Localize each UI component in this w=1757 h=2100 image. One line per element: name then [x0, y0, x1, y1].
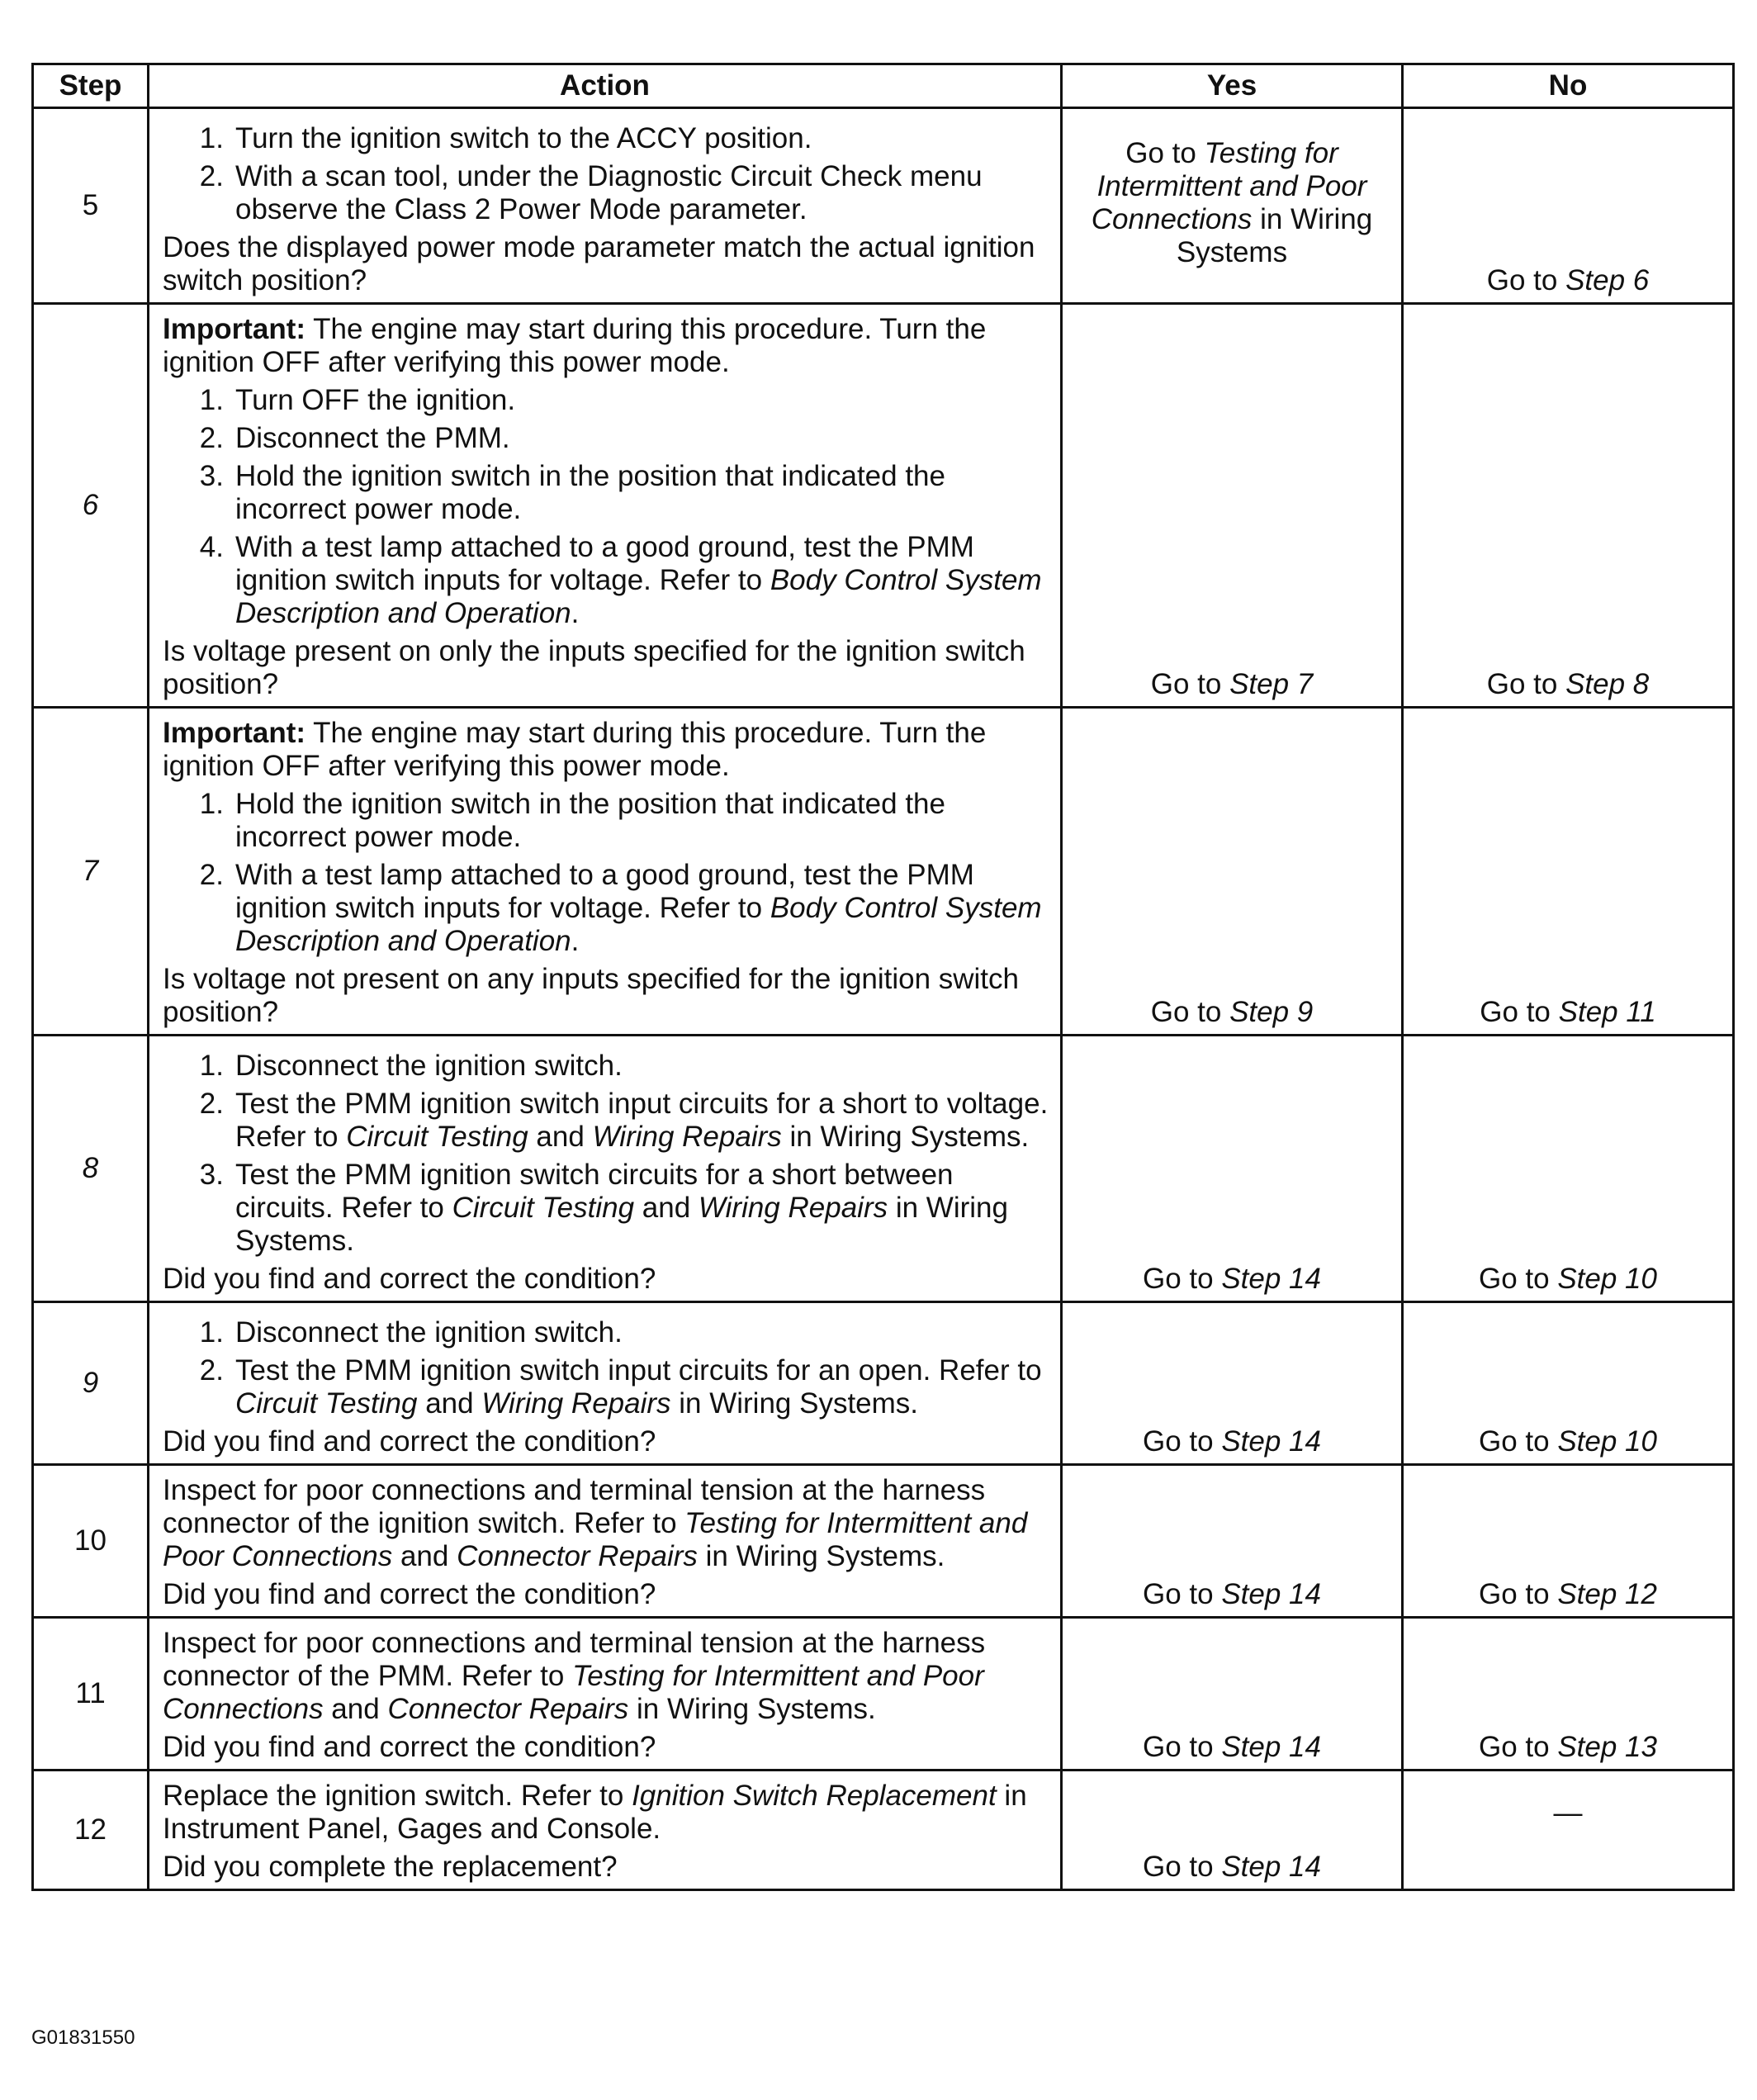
procedure-item-text — [235, 1354, 1050, 1420]
text-run: Go to — [1150, 996, 1230, 1028]
header-row — [33, 64, 1734, 108]
step-number: 9 — [33, 1302, 149, 1465]
reference-text: Testing for Intermittent and Poor Connections — [163, 1507, 1028, 1572]
header-step: Step — [33, 64, 149, 108]
reference-text: Step 14 — [1221, 1263, 1321, 1295]
action-cell — [149, 1771, 1062, 1890]
text-run: — — [1553, 1797, 1583, 1829]
procedure-item-number: 2. — [199, 1354, 224, 1387]
step-number: 8 — [33, 1036, 149, 1302]
text-run: in Wiring Systems. — [697, 1540, 945, 1572]
text-run: Hold the ignition switch in the position that indicated the incorrect power mode. — [235, 788, 945, 853]
text-run: Turn the ignition switch to the ACCY position. — [235, 122, 812, 154]
text-run: Go to — [1143, 1425, 1222, 1458]
reference-text: Step 13 — [1557, 1731, 1657, 1763]
text-run: Go to — [1479, 1263, 1558, 1295]
procedure-item-text — [235, 422, 1050, 455]
question-text: Does the displayed power mode parameter match the actual ignition switch position? — [163, 231, 1035, 296]
procedure-list — [163, 788, 1050, 958]
reference-text: Step 10 — [1557, 1425, 1657, 1458]
procedure-item — [163, 460, 1050, 526]
text-run: in Wiring Systems. — [628, 1693, 876, 1725]
step-number: 12 — [33, 1771, 149, 1890]
text-run: Go to — [1150, 668, 1230, 700]
yes-result — [1062, 708, 1403, 1036]
reference-text: Body Control System Description and Operation — [235, 564, 1042, 629]
procedure-item — [163, 531, 1050, 630]
text-run: Go to — [1486, 668, 1566, 700]
text-run: Inspect for poor connections and terminal tension at the harness connector of the ignition switch. Refer to — [163, 1474, 986, 1539]
no-result — [1403, 1036, 1734, 1302]
reference-text: Wiring Repairs — [592, 1121, 782, 1153]
question-text: Did you find and correct the condition? — [163, 1731, 656, 1763]
reference-text: Step 8 — [1565, 668, 1650, 700]
no-result — [1403, 1618, 1734, 1771]
text-run: Go to — [1480, 996, 1559, 1028]
step-number: 5 — [33, 108, 149, 304]
reference-text: Circuit Testing — [452, 1192, 635, 1224]
reference-text: Step 14 — [1221, 1425, 1321, 1458]
text-run: Go to — [1143, 1263, 1222, 1295]
important-note — [163, 717, 1050, 783]
text-run: Go to — [1125, 137, 1205, 169]
important-text: The engine may start during this procedure. Turn the ignition OFF after verifying this power mode. — [163, 717, 987, 782]
text-run: Test the PMM ignition switch input circuits for a short to voltage. Refer to — [235, 1088, 1049, 1153]
procedure-item-text — [235, 1088, 1050, 1154]
procedure-item-text — [235, 1050, 1050, 1083]
reference-text: Wiring Repairs — [698, 1192, 888, 1224]
instruction-paragraph — [163, 1627, 1050, 1726]
text-run: . — [571, 925, 580, 957]
table-row — [33, 1465, 1734, 1618]
yes-result — [1062, 304, 1403, 708]
reference-text: Circuit Testing — [235, 1387, 418, 1420]
question-text: Did you find and correct the condition? — [163, 1578, 656, 1610]
text-run: Replace the ignition switch. Refer to — [163, 1780, 632, 1812]
procedure-item — [163, 384, 1050, 417]
procedure-item-text — [235, 788, 1050, 854]
procedure-item-number: 1. — [199, 1050, 224, 1082]
text-run: in Instrument Panel, Gages and Console. — [163, 1780, 1027, 1845]
text-run: Disconnect the ignition switch. — [235, 1316, 623, 1349]
step-number: 10 — [33, 1465, 149, 1618]
reference-text: Testing for Intermittent and Poor Connections — [1091, 137, 1367, 235]
action-cell — [149, 1618, 1062, 1771]
table-body — [33, 108, 1734, 1890]
table-row — [33, 1302, 1734, 1465]
procedure-item — [163, 1088, 1050, 1154]
diagnostic-table — [31, 63, 1735, 1891]
action-cell — [149, 1036, 1062, 1302]
table-row — [33, 708, 1734, 1036]
action-cell — [149, 1302, 1062, 1465]
procedure-item — [163, 859, 1050, 958]
procedure-list — [163, 122, 1050, 226]
reference-text: Step 12 — [1557, 1578, 1657, 1610]
no-result — [1403, 1771, 1734, 1890]
procedure-item-text — [235, 384, 1050, 417]
text-run: With a test lamp attached to a good ground, test the PMM ignition switch inputs for voltage. Refer to — [235, 531, 974, 596]
procedure-item — [163, 1354, 1050, 1420]
procedure-item — [163, 1050, 1050, 1083]
yes-result — [1062, 1036, 1403, 1302]
text-run: Go to — [1486, 264, 1566, 296]
diagnostic-table-container — [31, 63, 1732, 1891]
text-run: With a scan tool, under the Diagnostic Circuit Check menu observe the Class 2 Power Mode parameter. — [235, 160, 983, 225]
yes-result — [1062, 1618, 1403, 1771]
procedure-item-text — [235, 859, 1050, 958]
text-run: Go to — [1143, 1731, 1222, 1763]
yes-result — [1062, 1465, 1403, 1618]
text-run: and — [528, 1121, 593, 1153]
question-text: Is voltage not present on any inputs specified for the ignition switch position? — [163, 963, 1019, 1028]
reference-text: Circuit Testing — [346, 1121, 528, 1153]
no-result — [1403, 1302, 1734, 1465]
yes-result — [1062, 108, 1403, 304]
text-run: in Wiring Systems. — [781, 1121, 1030, 1153]
text-run: and — [392, 1540, 457, 1572]
reference-text: Wiring Repairs — [481, 1387, 671, 1420]
no-result — [1403, 304, 1734, 708]
action-cell — [149, 108, 1062, 304]
step-number: 7 — [33, 708, 149, 1036]
procedure-item-number: 3. — [199, 1159, 224, 1191]
reference-text: Connector Repairs — [387, 1693, 629, 1725]
procedure-item-number: 1. — [199, 1316, 224, 1349]
text-run: and — [417, 1387, 482, 1420]
reference-text: Connector Repairs — [457, 1540, 698, 1572]
text-run: Test the PMM ignition switch circuits for a short between circuits. Refer to — [235, 1159, 954, 1224]
procedure-item-text — [235, 122, 1050, 155]
procedure-item — [163, 788, 1050, 854]
text-run: With a test lamp attached to a good ground, test the PMM ignition switch inputs for voltage. Refer to — [235, 859, 974, 924]
no-result — [1403, 708, 1734, 1036]
action-cell — [149, 304, 1062, 708]
procedure-item-number: 1. — [199, 788, 224, 820]
important-note — [163, 313, 1050, 379]
text-run: Disconnect the ignition switch. — [235, 1050, 623, 1082]
text-run: Go to — [1479, 1731, 1558, 1763]
procedure-list — [163, 384, 1050, 630]
procedure-item-number: 2. — [199, 859, 224, 891]
step-number: 11 — [33, 1618, 149, 1771]
reference-text: Step 11 — [1558, 996, 1656, 1028]
important-text: The engine may start during this procedure. Turn the ignition OFF after verifying this power mode. — [163, 313, 987, 378]
no-result — [1403, 108, 1734, 304]
table-row — [33, 1771, 1734, 1890]
text-run: Hold the ignition switch in the position that indicated the incorrect power mode. — [235, 460, 945, 525]
question-text: Is voltage present on only the inputs specified for the ignition switch position? — [163, 635, 1025, 700]
procedure-item-text — [235, 1316, 1050, 1349]
header-yes: Yes — [1062, 64, 1403, 108]
important-label: Important: — [163, 717, 306, 749]
reference-text: Step 14 — [1221, 1851, 1321, 1883]
table-row — [33, 108, 1734, 304]
action-cell — [149, 708, 1062, 1036]
yes-result — [1062, 1771, 1403, 1890]
text-run: in Wiring Systems. — [670, 1387, 919, 1420]
procedure-item — [163, 1159, 1050, 1258]
figure-code: G01831550 — [31, 2027, 135, 2049]
instruction-paragraph — [163, 1474, 1050, 1573]
text-run: Go to — [1479, 1425, 1558, 1458]
text-run: in Wiring Systems. — [235, 1192, 1008, 1257]
text-run: Go to — [1479, 1578, 1558, 1610]
procedure-item-number: 4. — [199, 531, 224, 563]
header-action: Action — [149, 64, 1062, 108]
text-run: and — [634, 1192, 699, 1224]
procedure-item-text — [235, 160, 1050, 226]
table-row — [33, 1036, 1734, 1302]
text-run: . — [571, 597, 580, 629]
reference-text: Step 14 — [1221, 1731, 1321, 1763]
reference-text: Step 7 — [1229, 668, 1314, 700]
reference-text: Step 6 — [1565, 264, 1650, 296]
reference-text: Step 10 — [1557, 1263, 1657, 1295]
reference-text: Step 9 — [1229, 996, 1314, 1028]
procedure-item-text — [235, 531, 1050, 630]
procedure-item-number: 2. — [199, 1088, 224, 1120]
step-number: 6 — [33, 304, 149, 708]
procedure-item-text — [235, 1159, 1050, 1258]
procedure-item-number: 1. — [199, 384, 224, 416]
action-cell — [149, 1465, 1062, 1618]
yes-result — [1062, 1302, 1403, 1465]
procedure-item — [163, 160, 1050, 226]
table-row — [33, 304, 1734, 708]
reference-text: Ignition Switch Replacement — [632, 1780, 997, 1812]
important-label: Important: — [163, 313, 306, 345]
reference-text: Step 14 — [1221, 1578, 1321, 1610]
text-run: and — [323, 1693, 388, 1725]
no-result — [1403, 1465, 1734, 1618]
text-run: in Wiring Systems — [1176, 203, 1373, 268]
header-no: No — [1403, 64, 1734, 108]
procedure-list — [163, 1050, 1050, 1258]
text-run: Disconnect the PMM. — [235, 422, 510, 454]
text-run: Test the PMM ignition switch input circuits for an open. Refer to — [235, 1354, 1042, 1387]
procedure-item-text — [235, 460, 1050, 526]
question-text: Did you find and correct the condition? — [163, 1263, 656, 1295]
reference-text: Body Control System Description and Operation — [235, 892, 1042, 957]
reference-text: Testing for Intermittent and Poor Connections — [163, 1660, 984, 1725]
procedure-item — [163, 1316, 1050, 1349]
question-text: Did you complete the replacement? — [163, 1851, 618, 1883]
procedure-item-number: 3. — [199, 460, 224, 492]
instruction-paragraph — [163, 1780, 1050, 1846]
procedure-item-number: 2. — [199, 422, 224, 454]
text-run: Go to — [1143, 1578, 1222, 1610]
procedure-list — [163, 1316, 1050, 1420]
text-run: Inspect for poor connections and terminal tension at the harness connector of the PMM. Refer to — [163, 1627, 986, 1692]
table-row — [33, 1618, 1734, 1771]
text-run: Turn OFF the ignition. — [235, 384, 516, 416]
procedure-item-number: 1. — [199, 122, 224, 154]
procedure-item — [163, 422, 1050, 455]
procedure-item-number: 2. — [199, 160, 224, 192]
text-run: Go to — [1143, 1851, 1222, 1883]
procedure-item — [163, 122, 1050, 155]
question-text: Did you find and correct the condition? — [163, 1425, 656, 1458]
